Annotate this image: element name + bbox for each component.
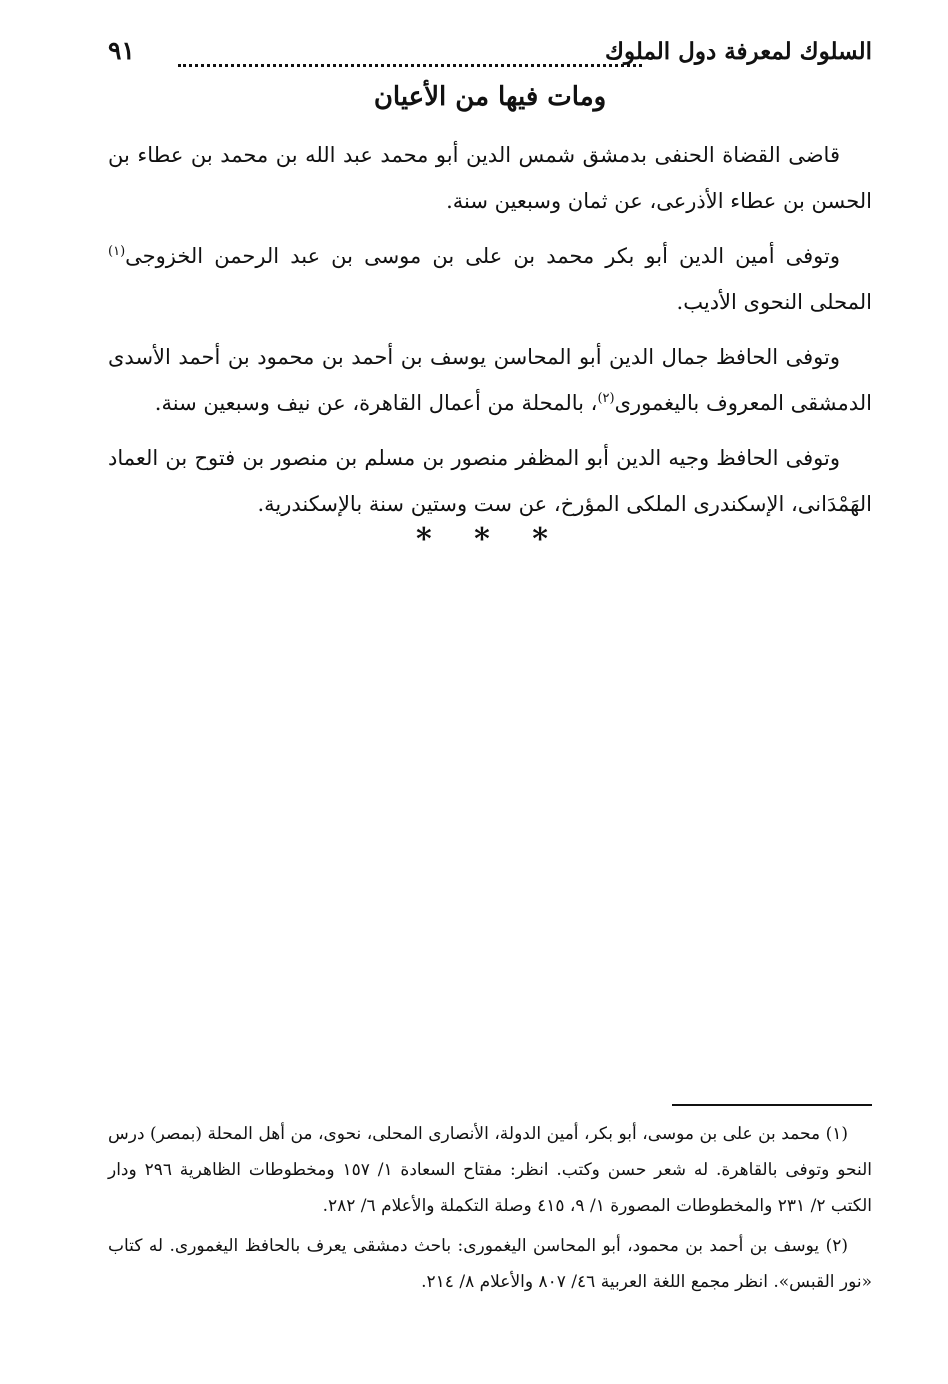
footnote-divider: [672, 1104, 872, 1106]
book-title: السلوك لمعرفة دول الملوك: [604, 38, 872, 65]
section-separator: * * *: [416, 522, 564, 557]
footnote: (٢) يوسف بن أحمد بن محمود، أبو المحاسن اليغمورى: باحث دمشقى يعرف بالحافظ اليغمورى. له كتاب «نور القبس». انظر مجمع اللغة العربية ٤٦/ ٨٠٧ والأعلام ٨/ ٢١٤.: [108, 1236, 872, 1292]
footnote: (١) محمد بن على بن موسى، أبو بكر، أمين الدولة، الأنصارى المحلى، نحوى، من أهل المحلة (بمصر) درس النحو وتوفى بالقاهرة. له شعر حسن وكتب. انظر: مفتاح السعادة ١/ ١٥٧ ومخطوطات الظاهرية ٢٩٦ ودار الكتب ٢/ ٢٣١ والمخطوطات المصورة ١/ ٩، ٤١٥ وصلة التكملة والأعلام ٦/ ٢٨٢.: [108, 1124, 872, 1216]
paragraph-text: وتوفى أمين الدين أبو بكر محمد بن على بن موسى بن عبد الرحمن الخزوجى: [125, 244, 840, 268]
paragraph-text: وتوفى الحافظ وجيه الدين أبو المظفر منصور بن مسلم بن منصور بن فتوح بن العماد الهَمْدَانى، الإسكندرى الملكى المؤرخ، عن ست وستين سنة بالإسكندرية.: [108, 446, 872, 516]
paragraph: [108, 334, 872, 426]
footnote-marker[interactable]: (١): [108, 244, 126, 259]
paragraph: [108, 233, 872, 325]
section-heading: ومات فيها من الأعيان: [373, 82, 607, 112]
paragraph: [108, 435, 872, 527]
page-number: ٩١: [108, 36, 135, 65]
main-text: [108, 132, 872, 536]
footnotes: [108, 1116, 872, 1304]
paragraph-text: المحلى النحوى الأديب.: [676, 290, 872, 314]
paragraph: [108, 132, 872, 224]
footnote-marker[interactable]: (٢): [597, 391, 615, 406]
running-header: [108, 36, 872, 76]
paragraph-text: وتوفى الحافظ جمال الدين أبو المحاسن يوسف بن أحمد بن محمود بن أحمد الأسدى الدمشقى المعروف باليغمورى: [108, 345, 872, 415]
paragraph-text: ، بالمحلة من أعمال القاهرة، عن نيف وسبعين سنة.: [154, 391, 598, 415]
paragraph-text: قاضى القضاة الحنفى بدمشق شمس الدين أبو محمد عبد الله بن محمد بن عطاء بن الحسن بن عطاء الأذرعى، عن ثمان وسبعين سنة.: [108, 143, 872, 213]
header-dotted-leader: [178, 40, 642, 67]
